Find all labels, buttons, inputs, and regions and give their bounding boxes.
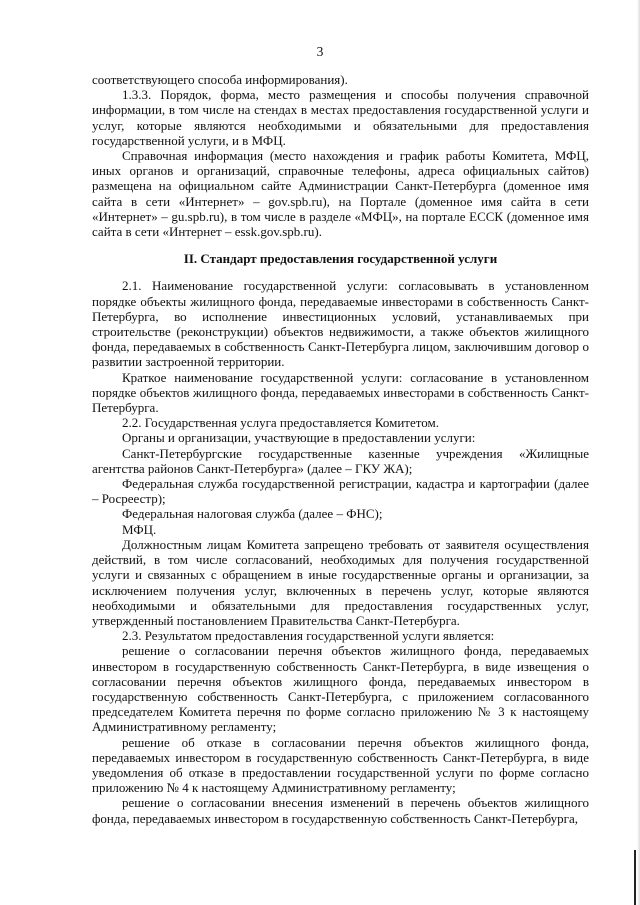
paragraph: 2.1. Наименование государственной услуги: согласовывать в установленном порядке объекты жилищного фонда, передаваемые инвесторами в собственность Санкт-Петербурга, во исполнение инвестиционных условий, устанавливаемых при строительстве (реконструкции) объектов недвижимости, а также объектов жилищного фонда, передаваемых в собственность Санкт-Петербурга лицом, заключившим договор о развитии застроенной территории. [92, 278, 589, 370]
paragraph: Санкт-Петербургские государственные казенные учреждения «Жилищные агентства районов Санкт-Петербурга» (далее – ГКУ ЖА); [92, 445, 589, 476]
page-number: 3 [316, 44, 324, 59]
document-body [92, 72, 589, 826]
paragraph: решение о согласовании внесения изменений в перечень объектов жилищного фонда, передаваемых инвестором в государственную собственность Санкт-Петербурга, [92, 795, 589, 826]
paragraph: 2.3. Результатом предоставления государственной услуги является: [122, 628, 495, 644]
scan-artifact-mark [634, 850, 636, 905]
paragraph: Должностным лицам Комитета запрещено требовать от заявителя осуществления действий, в том числе согласований, необходимых для получения государственной услуги и связанных с обращением в иные государственные органы и организации, за исключением получения услуг, включенных в перечень услуг, которые являются необходимыми и обязательными для предоставления государственных услуг, утвержденный постановлением Правительства Санкт-Петербурга. [92, 536, 589, 628]
paragraph: решение об отказе в согласовании перечня объектов жилищного фонда, передаваемых инвестором в государственную собственность Санкт-Петербурга, в виде уведомления об отказе в предоставлении государственной услуги по форме согласно приложению № 4 к настоящему Административному регламенту; [92, 734, 589, 796]
paragraph: Федеральная служба государственной регистрации, кадастра и картографии (далее – Росреестр); [92, 476, 589, 507]
paragraph: Краткое наименование государственной услуги: согласование в установленном порядке объектов жилищного фонда, передаваемых инвесторами в собственность Санкт-Петербурга. [92, 369, 589, 416]
paragraph: соответствующего способа информирования). [92, 72, 348, 87]
paragraph: 1.3.3. Порядок, форма, место размещения и способы получения справочной информации, в том числе на стендах в местах предоставления государственной услуги и услуг, которые являются необходимыми и обязательными для предоставления государственной услуги, и в МФЦ. [92, 87, 589, 148]
paragraph: МФЦ. [122, 521, 157, 537]
paragraph: 2.2. Государственная услуга предоставляется Комитетом. [122, 415, 439, 431]
paragraph: Органы и организации, участвующие в предоставлении услуги: [122, 430, 476, 446]
paragraph: решение о согласовании перечня объектов жилищного фонда, передаваемых инвестором в государственную собственность Санкт-Петербурга, в виде извещения о согласовании перечня объектов жилищного фонда, передаваемых инвестором в государственную собственность Санкт-Петербурга, с приложением согласованного председателем Комитета перечня по форме согласно приложению № 3 к настоящему Административному регламенту; [92, 643, 589, 735]
paragraph: Федеральная налоговая служба (далее – ФНС); [122, 506, 383, 522]
section-title: II. Стандарт предоставления государственной услуги [183, 251, 498, 267]
paragraph: Справочная информация (место нахождения и график работы Комитета, МФЦ, иных органов и организаций, справочные телефоны, адреса официальных сайтов) размещена на официальном сайте Администрации Санкт-Петербурга (доменное имя сайта в сети «Интернет» – gov.spb.ru), на Портале (доменное имя сайта в сети «Интернет» – gu.spb.ru), в том числе в разделе «МФЦ», на портале ЕССК (доменное имя сайта в сети «Интернет – essk.gov.spb.ru). [92, 148, 589, 240]
